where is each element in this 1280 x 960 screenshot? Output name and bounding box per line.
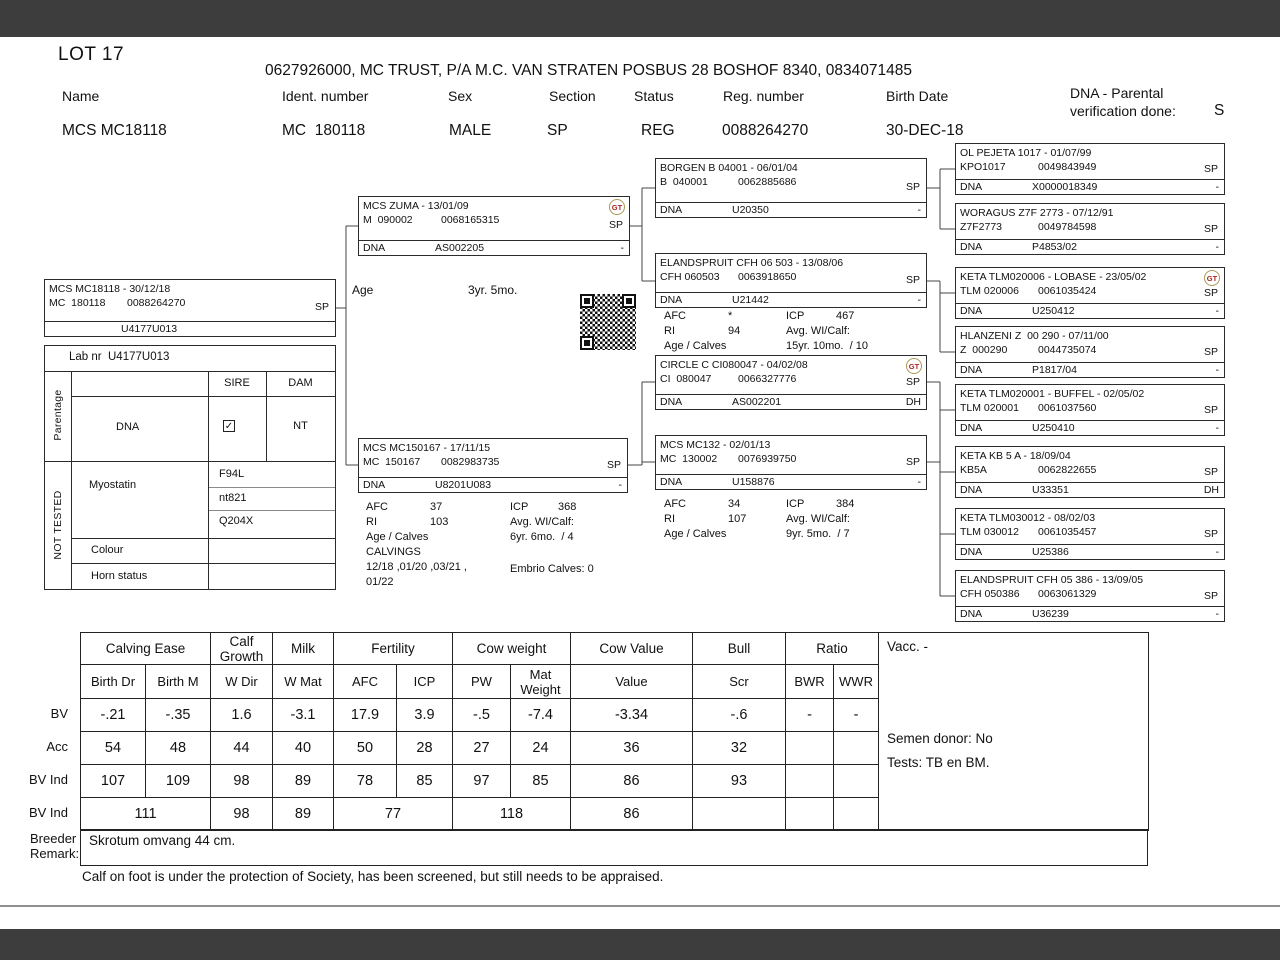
dna-verification-label-1: DNA - Parental — [1070, 85, 1164, 101]
dna-number: U158876 — [732, 475, 775, 488]
dna-label: DNA — [960, 180, 983, 193]
dna-number: P1817/04 — [1032, 363, 1077, 376]
subhead: Birth M — [146, 665, 211, 699]
gp3-title: CIRCLE C CI080047 - 04/02/08 — [660, 359, 808, 371]
reg-label: Reg. number — [723, 88, 804, 104]
acc-cell: 36 — [571, 732, 693, 765]
ggp2-ident: Z7F2773 — [960, 221, 1003, 233]
row-label-bv: BV — [50, 706, 68, 721]
lab-number: U4177U013 — [121, 322, 178, 335]
ggp4-title: HLANZENI Z 00 290 - 07/11/00 — [960, 330, 1109, 342]
bv-cell: -.35 — [146, 699, 211, 732]
ggp8-section-badge: SP — [1203, 590, 1218, 602]
not-tested-group-label: NOT TESTED — [52, 490, 64, 560]
ri-value: 107 — [728, 513, 747, 525]
ind-cell: 97 — [453, 765, 511, 798]
gp3-section-badge: SP — [905, 376, 920, 389]
row-label-bvind-1: BV Ind — [28, 772, 68, 787]
animal-title: MCS MC18118 - 30/12/18 — [49, 283, 171, 295]
dna-label: DNA — [660, 395, 683, 408]
gp4-regno: 0076939750 — [738, 453, 797, 465]
ggp5-section-badge: SP — [1203, 404, 1218, 416]
animal-name-value: MCS MC18118 — [62, 122, 167, 139]
gp2-section-badge: SP — [905, 274, 920, 287]
pedigree-box-ggp-3 — [955, 267, 1225, 319]
subhead: W Mat — [273, 665, 334, 699]
ggp1-ident: KPO1017 — [960, 161, 1006, 173]
society-footnote: Calf on foot is under the protection of Society, has been screened, but still needs to be appraised. — [82, 869, 664, 884]
colour-label: Colour — [91, 544, 124, 556]
pedigree-box-dam — [358, 438, 628, 493]
qr-code — [580, 294, 636, 350]
group-milk: Milk — [273, 633, 334, 665]
ind-cell: 98 — [211, 765, 273, 798]
subhead: ICP — [397, 665, 453, 699]
ggp3-title: KETA TLM020006 - LOBASE - 23/05/02 — [960, 271, 1147, 283]
ind-cell: 89 — [273, 765, 334, 798]
myostatin-value-2: nt821 — [219, 492, 247, 504]
dna-number: U25386 — [1032, 545, 1069, 558]
pedigree-box-ggp-5 — [955, 384, 1225, 436]
dam-column-header: DAM — [288, 377, 313, 389]
row-label-bvind-2: BV Ind — [28, 805, 68, 820]
gp4-ident: MC 130002 — [660, 453, 718, 465]
dna-mark: - — [1215, 304, 1219, 317]
sire-dam-repro-stats — [664, 309, 929, 354]
dam-section-badge: SP — [606, 459, 621, 472]
dna-mark: DH — [1203, 483, 1219, 496]
dna-mark: - — [1215, 180, 1219, 193]
acc-cell: 44 — [211, 732, 273, 765]
myostatin-value-3: Q204X — [219, 515, 254, 527]
ind2-cell: 98 — [211, 798, 273, 831]
acc-cell: 32 — [693, 732, 786, 765]
lab-test-table — [44, 345, 336, 590]
subhead: Scr — [693, 665, 786, 699]
ind2-cell: 77 — [334, 798, 453, 831]
dna-label: DNA — [660, 475, 683, 488]
age-label: Age — [352, 283, 374, 297]
dna-number: AS002205 — [435, 241, 485, 254]
gp1-title: BORGEN B 04001 - 06/01/04 — [660, 162, 798, 174]
sex-value: MALE — [449, 122, 492, 139]
pedigree-box-dam-dam — [655, 435, 927, 490]
dna-number: U250410 — [1032, 421, 1075, 434]
myostatin-value-1: F94L — [219, 468, 245, 480]
bv-cell: -.21 — [81, 699, 146, 732]
pedigree-box-dam-sire — [655, 355, 927, 410]
calvings-dates-2: 01/22 — [366, 576, 394, 588]
section-label: Section — [549, 88, 596, 104]
acc-cell: 24 — [511, 732, 571, 765]
pedigree-box-ggp-4 — [955, 326, 1225, 378]
ggp1-regno: 0049843949 — [1038, 161, 1097, 173]
calvings-label: CALVINGS — [366, 546, 421, 558]
animal-regno: 0088264270 — [127, 297, 186, 309]
ggp4-regno: 0044735074 — [1038, 344, 1097, 356]
gp2-ident: CFH 060503 — [660, 271, 720, 283]
acc-cell: 48 — [146, 732, 211, 765]
afc-value: 37 — [430, 501, 443, 513]
gp2-regno: 0063918650 — [738, 271, 797, 283]
ggp3-regno: 0061035424 — [1038, 285, 1097, 297]
dna-mark: - — [917, 293, 921, 306]
ggp7-ident: TLM 030012 — [960, 526, 1019, 538]
group-calving-ease: Calving Ease — [81, 633, 211, 665]
tests-text: Tests: TB en BM. — [887, 755, 990, 770]
subhead: Birth Dr — [81, 665, 146, 699]
ggp1-section-badge: SP — [1203, 163, 1218, 175]
age-calves-label: Age / Calves — [664, 528, 727, 540]
ind2-cell: 89 — [273, 798, 334, 831]
ind2-cell — [693, 798, 786, 831]
ggp6-title: KETA KB 5 A - 18/09/04 — [960, 450, 1071, 462]
breeding-values-table — [80, 632, 1149, 831]
ggp8-regno: 0063061329 — [1038, 588, 1097, 600]
acc-cell: 54 — [81, 732, 146, 765]
dna-mark: - — [917, 203, 921, 216]
ind-cell — [834, 765, 879, 798]
ident-label: Ident. number — [282, 88, 369, 104]
ggp1-title: OL PEJETA 1017 - 01/07/99 — [960, 147, 1092, 159]
status-value: REG — [641, 122, 675, 139]
dna-number: U36239 — [1032, 607, 1069, 620]
dna-label: DNA — [960, 607, 983, 620]
breeder-remark-box — [80, 829, 1148, 866]
gt-logo-icon: GT — [609, 199, 625, 215]
dna-number: U21442 — [732, 293, 769, 306]
parentage-group-label: Parentage — [52, 389, 64, 441]
icp-value: 368 — [558, 501, 577, 513]
gp1-section-badge: SP — [905, 181, 920, 194]
dna-label: DNA — [660, 203, 683, 216]
vacc-text: Vacc. - — [887, 639, 929, 654]
animal-ident: MC 180118 — [49, 297, 106, 309]
afc-value: * — [728, 310, 733, 322]
bv-cell: - — [834, 699, 879, 732]
ggp4-section-badge: SP — [1203, 346, 1218, 358]
icp-label: ICP — [510, 501, 529, 513]
group-bull: Bull — [693, 633, 786, 665]
dna-dam-value: NT — [293, 420, 308, 432]
dna-number: P4853/02 — [1032, 240, 1077, 253]
ggp8-title: ELANDSPRUIT CFH 05 386 - 13/09/05 — [960, 574, 1144, 586]
birth-value: 30-DEC-18 — [886, 122, 964, 139]
dna-number: X0000018349 — [1032, 180, 1098, 193]
sire-regno: 0068165315 — [441, 214, 500, 226]
ind-cell — [786, 765, 834, 798]
owner-line: 0627926000, MC TRUST, P/A M.C. VAN STRATEN POSBUS 28 BOSHOF 8340, 0834071485 — [265, 62, 912, 79]
dna-mark: DH — [905, 395, 921, 408]
ggp8-ident: CFH 050386 — [960, 588, 1020, 600]
dna-label: DNA — [363, 478, 386, 491]
subhead: AFC — [334, 665, 397, 699]
subhead: PW — [453, 665, 511, 699]
ggp2-title: WORAGUS Z7F 2773 - 07/12/91 — [960, 207, 1114, 219]
dna-label: DNA — [660, 293, 683, 306]
dam-dam-repro-stats — [664, 497, 929, 542]
section-value: SP — [547, 122, 568, 139]
dna-mark: - — [1215, 607, 1219, 620]
dna-mark: - — [618, 478, 622, 491]
footer-divider — [0, 905, 1280, 907]
dna-verification-value: S — [1214, 102, 1225, 119]
dna-number: U8201U083 — [435, 478, 492, 491]
dna-label: DNA — [960, 483, 983, 496]
acc-cell: 40 — [273, 732, 334, 765]
pedigree-box-sire-sire — [655, 158, 927, 218]
bv-cell: 17.9 — [334, 699, 397, 732]
dna-label: DNA — [960, 421, 983, 434]
ri-value: 94 — [728, 325, 741, 337]
dna-row-label: DNA — [116, 421, 140, 433]
pedigree-box-sire-dam — [655, 253, 927, 308]
subhead: BWR — [786, 665, 834, 699]
pedigree-box-ggp-6 — [955, 446, 1225, 498]
embrio-calves: Embrio Calves: 0 — [510, 563, 594, 575]
gp3-regno: 0066327776 — [738, 373, 797, 385]
group-cow-weight: Cow weight — [453, 633, 571, 665]
sire-column-header: SIRE — [224, 377, 250, 389]
gp4-section-badge: SP — [905, 456, 920, 469]
subhead: WWR — [834, 665, 879, 699]
dna-mark: - — [1215, 363, 1219, 376]
ri-label: RI — [664, 513, 675, 525]
lab-number-title: Lab nr U4177U013 — [69, 351, 170, 363]
pedigree-box-ggp-1 — [955, 143, 1225, 195]
dna-mark: - — [917, 475, 921, 488]
ind-cell: 85 — [511, 765, 571, 798]
ind2-cell: 111 — [81, 798, 211, 831]
acc-cell: 50 — [334, 732, 397, 765]
avg-wi-value: 15yr. 10mo. / 10 — [786, 340, 868, 352]
sire-section-badge: SP — [608, 219, 623, 232]
avg-wi-value: 9yr. 5mo. / 7 — [786, 528, 850, 540]
ri-value: 103 — [430, 516, 449, 528]
dna-number: U20350 — [732, 203, 769, 216]
semen-donor-text: Semen donor: No — [887, 731, 993, 746]
pedigree-box-ggp-8 — [955, 570, 1225, 622]
dam-title: MCS MC150167 - 17/11/15 — [363, 442, 491, 454]
ri-label: RI — [664, 325, 675, 337]
gp3-ident: CI 080047 — [660, 373, 712, 385]
icp-value: 384 — [836, 498, 855, 510]
ggp2-section-badge: SP — [1203, 223, 1218, 235]
status-label: Status — [634, 88, 674, 104]
bv-cell: 3.9 — [397, 699, 453, 732]
ri-label: RI — [366, 516, 377, 528]
bv-cell: -3.1 — [273, 699, 334, 732]
pedigree-box-sire — [358, 196, 630, 256]
dna-sire-checkbox: ✓ — [224, 421, 234, 432]
age-calves-label: Age / Calves — [366, 531, 429, 543]
avg-wi-label: Avg. WI/Calf: — [786, 513, 850, 525]
sex-label: Sex — [448, 88, 473, 104]
dna-verification-label-2: verification done: — [1070, 103, 1176, 119]
bottom-letterbox-bar — [0, 929, 1280, 960]
age-calves-label: Age / Calves — [664, 340, 727, 352]
sire-ident: M 090002 — [363, 214, 413, 226]
dna-label: DNA — [960, 304, 983, 317]
reg-value: 0088264270 — [722, 122, 809, 139]
afc-label: AFC — [664, 310, 686, 322]
animal-section-badge: SP — [314, 301, 329, 314]
bv-cell: -3.34 — [571, 699, 693, 732]
subhead: W Dir — [211, 665, 273, 699]
ident-value: MC 180118 — [282, 122, 366, 139]
ggp2-regno: 0049784598 — [1038, 221, 1097, 233]
dna-mark: - — [1215, 545, 1219, 558]
bv-cell: -.5 — [453, 699, 511, 732]
ind2-cell — [786, 798, 834, 831]
acc-cell — [786, 732, 834, 765]
ggp7-title: KETA TLM030012 - 08/02/03 — [960, 512, 1096, 524]
afc-value: 34 — [728, 498, 741, 510]
top-letterbox-bar — [0, 0, 1280, 37]
ggp3-section-badge: SP — [1203, 287, 1218, 299]
pedigree-box-ggp-7 — [955, 508, 1225, 560]
dna-mark: - — [1215, 240, 1219, 253]
afc-label: AFC — [664, 498, 686, 510]
myostatin-label: Myostatin — [89, 479, 137, 491]
gp4-title: MCS MC132 - 02/01/13 — [660, 439, 771, 451]
ind-cell: 86 — [571, 765, 693, 798]
icp-label: ICP — [786, 498, 805, 510]
ind-cell: 78 — [334, 765, 397, 798]
dna-mark: - — [1215, 421, 1219, 434]
dna-mark: - — [620, 241, 624, 254]
group-ratio: Ratio — [786, 633, 879, 665]
breeder-remark-label-2: Remark: — [30, 846, 80, 861]
gt-logo-icon: GT — [1204, 270, 1220, 286]
group-calf-growth: Calf Growth — [211, 633, 273, 665]
avg-wi-value: 6yr. 6mo. / 4 — [510, 531, 574, 543]
vaccination-panel — [879, 633, 1149, 831]
ind-cell: 85 — [397, 765, 453, 798]
bv-cell: -.6 — [693, 699, 786, 732]
ggp7-section-badge: SP — [1203, 528, 1218, 540]
pedigree-box-ggp-2 — [955, 203, 1225, 255]
ggp5-ident: TLM 020001 — [960, 402, 1019, 414]
icp-label: ICP — [786, 310, 805, 322]
ggp5-regno: 0061037560 — [1038, 402, 1097, 414]
icp-value: 467 — [836, 310, 855, 322]
dna-label: DNA — [363, 241, 386, 254]
name-label: Name — [62, 88, 100, 104]
gp1-regno: 0062885686 — [738, 176, 797, 188]
horn-status-label: Horn status — [91, 570, 148, 582]
ind-cell: 93 — [693, 765, 786, 798]
ggp6-section-badge: SP — [1203, 466, 1218, 478]
dna-number: U250412 — [1032, 304, 1075, 317]
subhead: Value — [571, 665, 693, 699]
group-fertility: Fertility — [334, 633, 453, 665]
pedigree-box-animal — [44, 279, 336, 337]
acc-cell: 28 — [397, 732, 453, 765]
ind2-cell — [834, 798, 879, 831]
ggp4-ident: Z 000290 — [960, 344, 1008, 356]
ggp3-ident: TLM 020006 — [960, 285, 1019, 297]
acc-cell: 27 — [453, 732, 511, 765]
dna-number: U33351 — [1032, 483, 1069, 496]
avg-wi-label: Avg. WI/Calf: — [510, 516, 574, 528]
ggp6-ident: KB5A — [960, 464, 987, 476]
ind-cell: 107 — [81, 765, 146, 798]
bv-cell: 1.6 — [211, 699, 273, 732]
age-value: 3yr. 5mo. — [468, 283, 518, 297]
row-label-acc: Acc — [46, 739, 68, 754]
lot-number: LOT 17 — [58, 44, 125, 65]
gp1-ident: B 040001 — [660, 176, 708, 188]
bv-cell: -7.4 — [511, 699, 571, 732]
dam-regno: 0082983735 — [441, 456, 500, 468]
ind2-cell: 118 — [453, 798, 571, 831]
dam-repro-stats — [366, 500, 666, 590]
dna-number: AS002201 — [732, 395, 782, 408]
dam-ident: MC 150167 — [363, 456, 421, 468]
ind-cell: 109 — [146, 765, 211, 798]
dna-label: DNA — [960, 240, 983, 253]
gt-logo-icon: GT — [906, 358, 922, 374]
breeder-remark-text: Skrotum omvang 44 cm. — [89, 833, 236, 848]
sire-title: MCS ZUMA - 13/01/09 — [363, 200, 469, 212]
ggp6-regno: 0062822655 — [1038, 464, 1097, 476]
acc-cell — [834, 732, 879, 765]
avg-wi-label: Avg. WI/Calf: — [786, 325, 850, 337]
ggp5-title: KETA TLM020001 - BUFFEL - 02/05/02 — [960, 388, 1145, 400]
breeder-remark-label-1: Breeder — [30, 831, 77, 846]
subhead: Mat Weight — [511, 665, 571, 699]
ind2-cell: 86 — [571, 798, 693, 831]
dna-label: DNA — [960, 545, 983, 558]
dna-label: DNA — [960, 363, 983, 376]
ggp7-regno: 0061035457 — [1038, 526, 1097, 538]
group-cow-value: Cow Value — [571, 633, 693, 665]
afc-label: AFC — [366, 501, 388, 513]
birth-label: Birth Date — [886, 88, 949, 104]
gp2-title: ELANDSPRUIT CFH 06 503 - 13/08/06 — [660, 257, 844, 269]
bv-cell: - — [786, 699, 834, 732]
calvings-dates-1: 12/18 ,01/20 ,03/21 , — [366, 561, 467, 573]
